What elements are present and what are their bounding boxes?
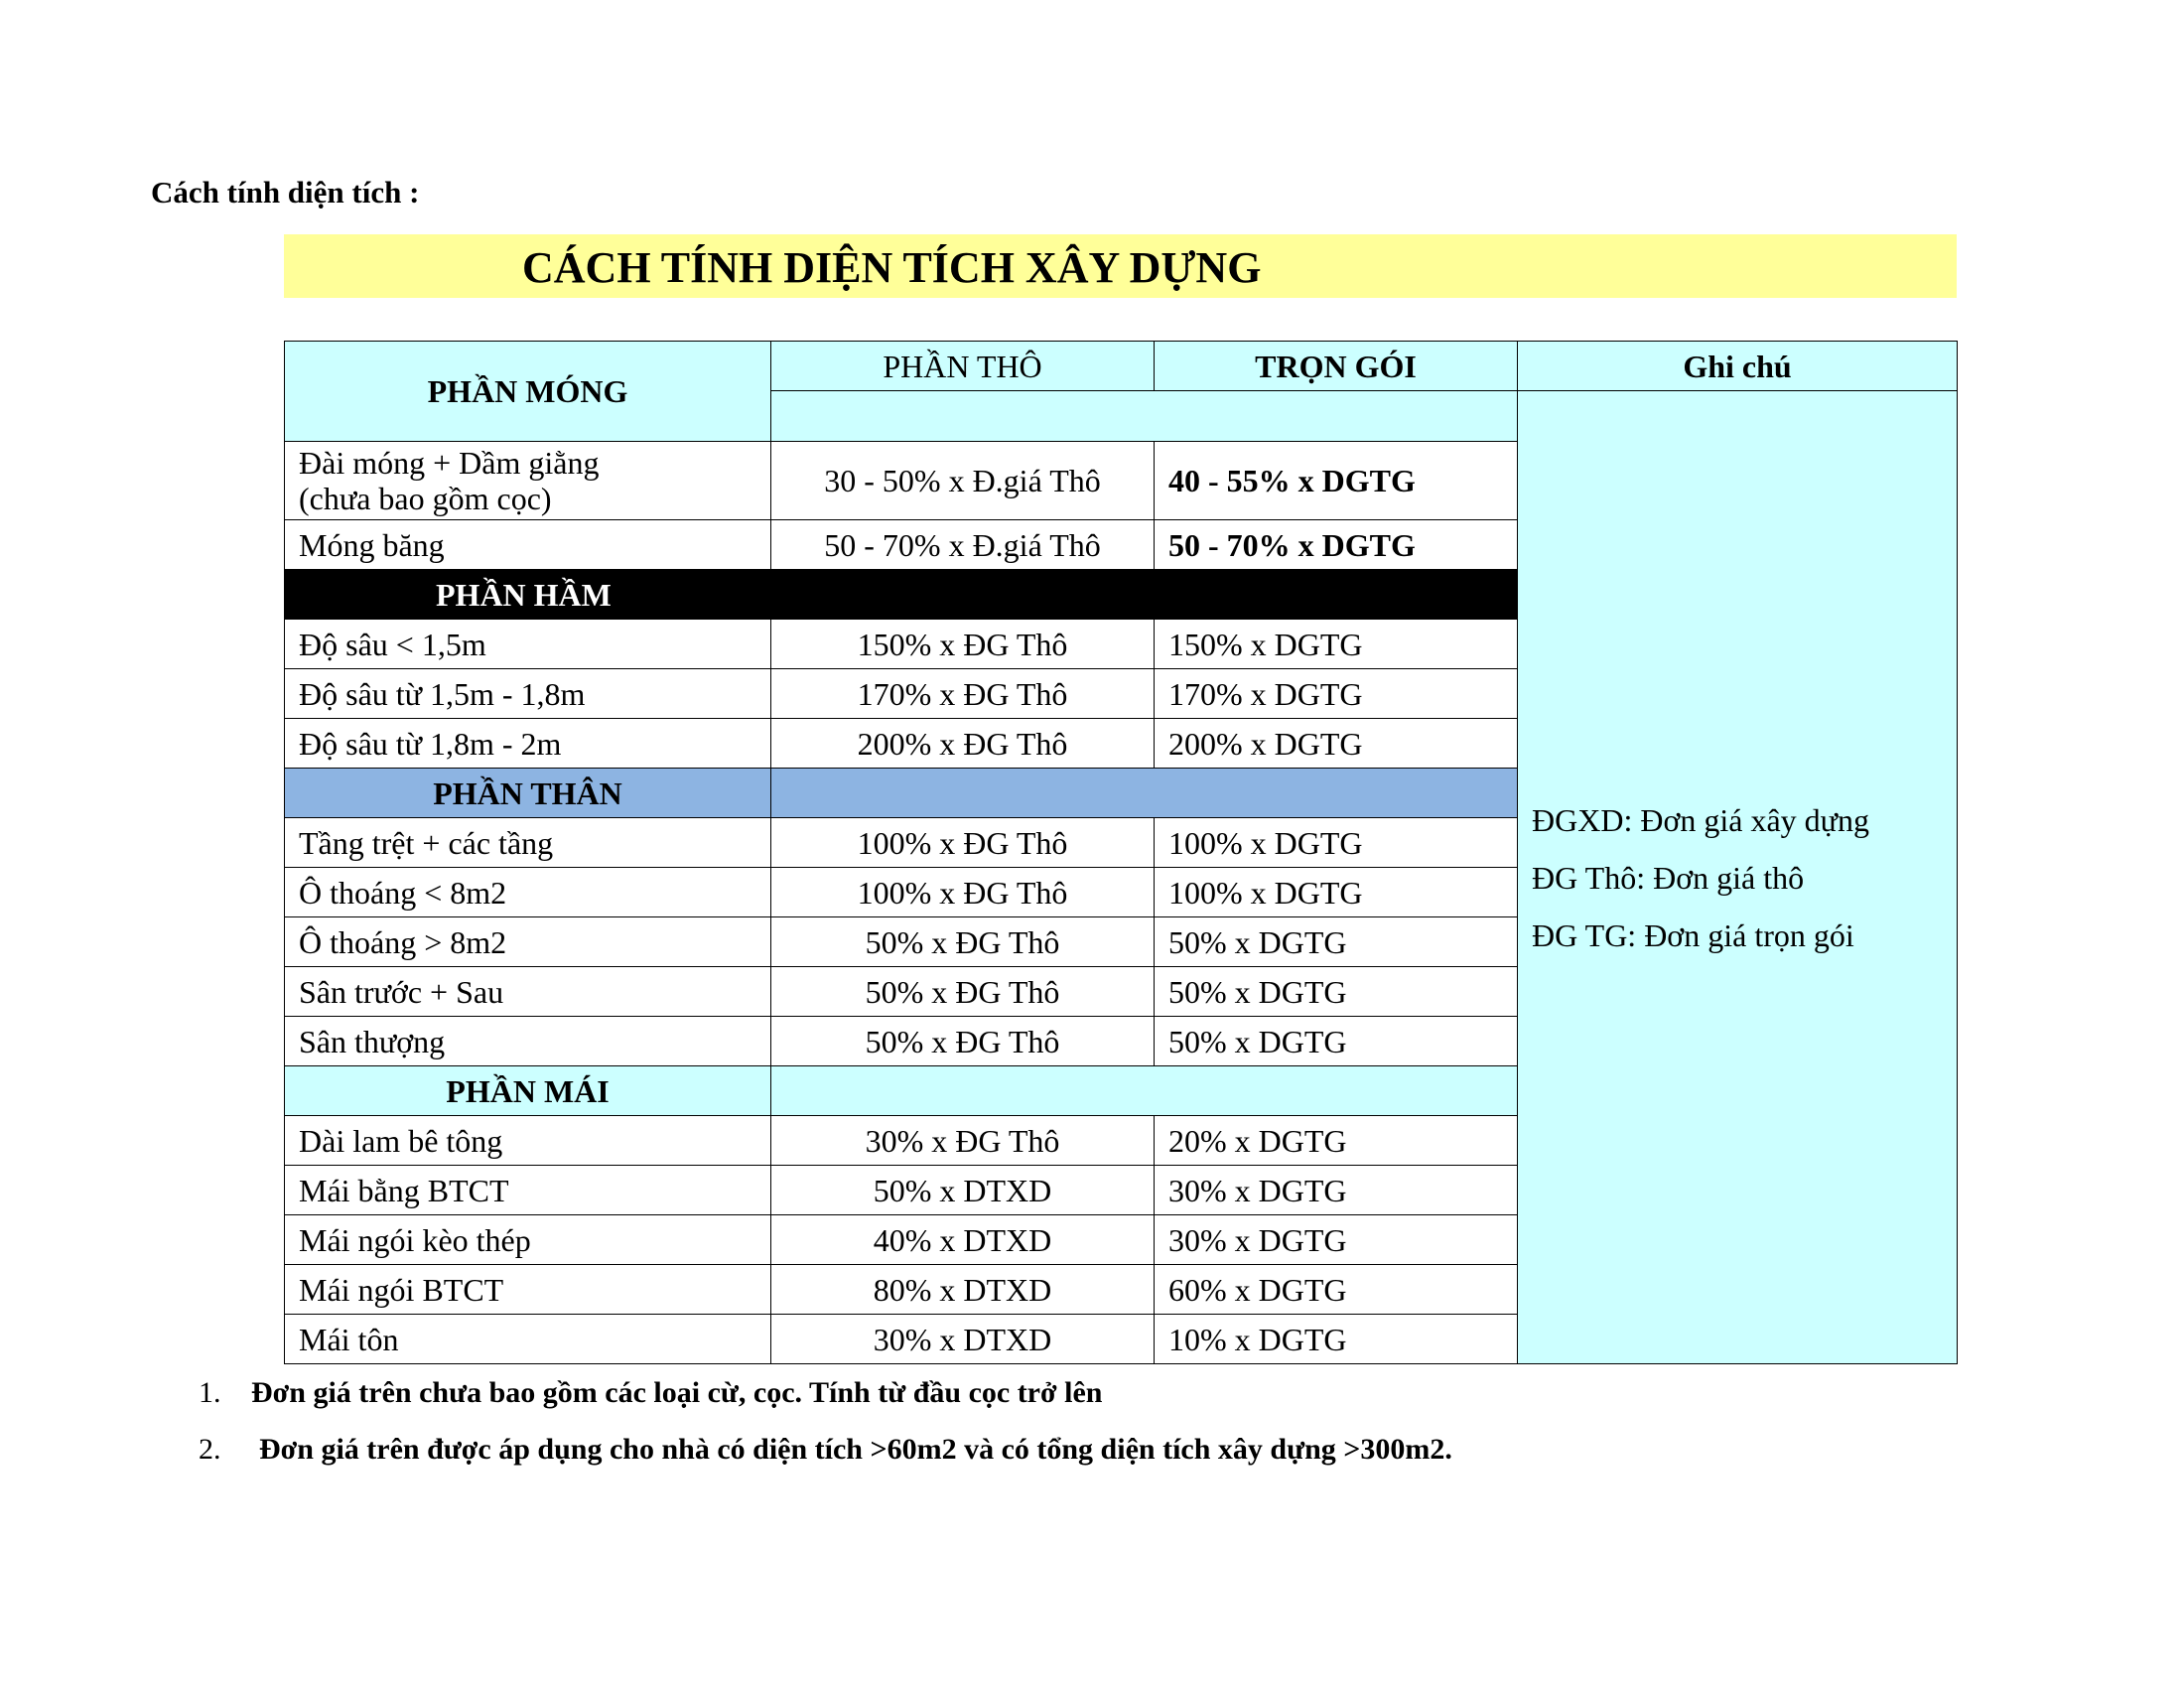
header-ghi-chu: Ghi chú xyxy=(1518,342,1958,391)
row-tho: 80% x DTXD xyxy=(771,1265,1155,1315)
row-tron-goi: 50 - 70% x DGTG xyxy=(1155,520,1518,570)
row-category: Móng băng xyxy=(285,520,771,570)
row-category: Mái ngói kèo thép xyxy=(285,1215,771,1265)
row-category: Độ sâu < 1,5m xyxy=(285,620,771,669)
row-tron-goi: 60% x DGTG xyxy=(1155,1265,1518,1315)
row-tho: 30 - 50% x Đ.giá Thô xyxy=(771,442,1155,520)
note-line: ĐG Thô: Đơn giá thô xyxy=(1532,859,1805,896)
row-category: Sân trước + Sau xyxy=(285,967,771,1017)
row-tron-goi: 20% x DGTG xyxy=(1155,1116,1518,1166)
row-category: Ô thoáng < 8m2 xyxy=(285,868,771,917)
row-tron-goi: 200% x DGTG xyxy=(1155,719,1518,769)
header-phan-mong: PHẦN MÓNG xyxy=(285,342,771,442)
row-tho: 50% x DTXD xyxy=(771,1166,1155,1215)
row-tho: 150% x ĐG Thô xyxy=(771,620,1155,669)
row-tron-goi: 40 - 55% x DGTG xyxy=(1155,442,1518,520)
header-phan-tho: PHẦN THÔ xyxy=(771,342,1155,391)
footnote-text: Đơn giá trên được áp dụng cho nhà có diện tích >60m2 và có tổng diện tích xây dựng >300m2. xyxy=(259,1433,1452,1466)
row-category: Ô thoáng > 8m2 xyxy=(285,917,771,967)
note-line: ĐGXD: Đơn giá xây dựng xyxy=(1532,801,1869,838)
row-tho: 100% x ĐG Thô xyxy=(771,818,1155,868)
area-table xyxy=(284,341,1958,1364)
row-tron-goi: 30% x DGTG xyxy=(1155,1166,1518,1215)
row-tron-goi: 50% x DGTG xyxy=(1155,967,1518,1017)
row-tho: 50% x ĐG Thô xyxy=(771,967,1155,1017)
row-tho: 30% x DTXD xyxy=(771,1315,1155,1364)
row-category: Dài lam bê tông xyxy=(285,1116,771,1166)
row-category: Đài móng + Dầm giằng (chưa bao gồm cọc) xyxy=(285,442,771,520)
row-tho: 40% x DTXD xyxy=(771,1215,1155,1265)
section-phan-mai: PHẦN MÁI xyxy=(285,1066,771,1116)
row-tron-goi: 170% x DGTG xyxy=(1155,669,1518,719)
section-spacer xyxy=(771,769,1518,818)
row-tron-goi: 100% x DGTG xyxy=(1155,868,1518,917)
row-tho: 170% x ĐG Thô xyxy=(771,669,1155,719)
row-category: Mái bằng BTCT xyxy=(285,1166,771,1215)
row-category: Mái ngói BTCT xyxy=(285,1265,771,1315)
row-tho: 200% x ĐG Thô xyxy=(771,719,1155,769)
footnote-number: 1. xyxy=(199,1376,221,1409)
row-category: Độ sâu từ 1,5m - 1,8m xyxy=(285,669,771,719)
row-tron-goi: 50% x DGTG xyxy=(1155,917,1518,967)
row-tron-goi: 100% x DGTG xyxy=(1155,818,1518,868)
footnote-number: 2. xyxy=(199,1433,221,1466)
row-category: Tầng trệt + các tầng xyxy=(285,818,771,868)
row-tho: 50 - 70% x Đ.giá Thô xyxy=(771,520,1155,570)
section-phan-ham: PHẦN HẦM xyxy=(285,570,1518,620)
section-phan-than: PHẦN THÂN xyxy=(285,769,771,818)
row-tho: 100% x ĐG Thô xyxy=(771,868,1155,917)
page-heading: Cách tính diện tích : xyxy=(151,175,420,210)
section-spacer xyxy=(771,1066,1518,1116)
row-tron-goi: 150% x DGTG xyxy=(1155,620,1518,669)
notes-cell xyxy=(1518,391,1958,1364)
footnote-text: Đơn giá trên chưa bao gồm các loại cừ, cọc. Tính từ đầu cọc trở lên xyxy=(251,1376,1103,1409)
header-spacer xyxy=(771,391,1518,442)
row-tron-goi: 10% x DGTG xyxy=(1155,1315,1518,1364)
row-tho: 30% x ĐG Thô xyxy=(771,1116,1155,1166)
title-band xyxy=(284,234,1957,298)
row-category: Sân thượng xyxy=(285,1017,771,1066)
row-category: Độ sâu từ 1,8m - 2m xyxy=(285,719,771,769)
header-tron-goi: TRỌN GÓI xyxy=(1155,342,1518,391)
row-category: Mái tôn xyxy=(285,1315,771,1364)
row-tron-goi: 30% x DGTG xyxy=(1155,1215,1518,1265)
note-line: ĐG TG: Đơn giá trọn gói xyxy=(1532,916,1854,953)
page-title: CÁCH TÍNH DIỆN TÍCH XÂY DỰNG xyxy=(522,243,1262,292)
row-tho: 50% x ĐG Thô xyxy=(771,917,1155,967)
row-tho: 50% x ĐG Thô xyxy=(771,1017,1155,1066)
row-tron-goi: 50% x DGTG xyxy=(1155,1017,1518,1066)
